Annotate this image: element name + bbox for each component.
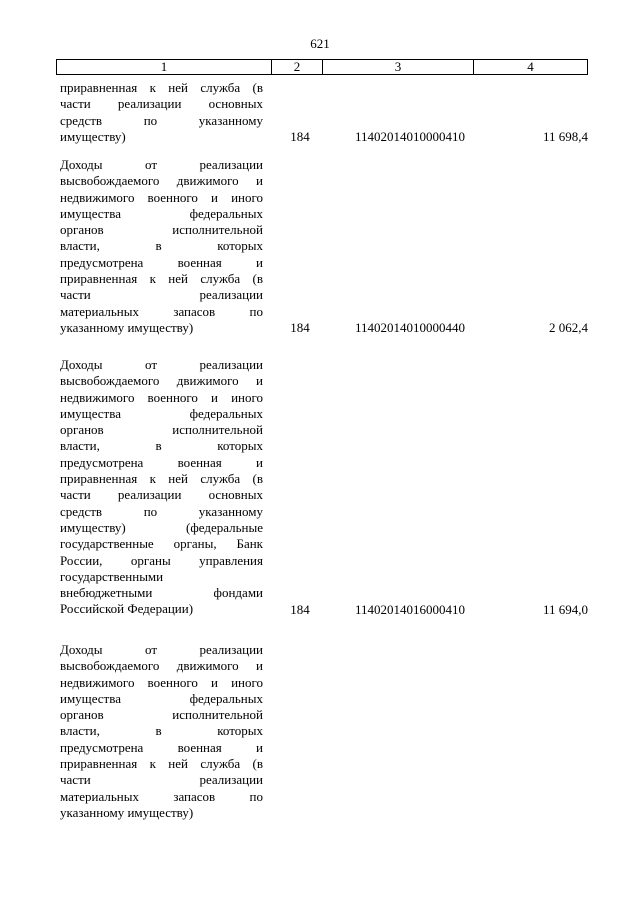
table-row (60, 642, 588, 821)
description-line: недвижимого военного и иного (60, 389, 263, 405)
description-line: государственными (60, 568, 164, 584)
row-description (60, 642, 263, 821)
row-budget-code: 11402014010000440 (354, 320, 466, 335)
description-line: Доходы от реализации (60, 157, 263, 172)
description-line: имущества федеральных (60, 205, 263, 221)
description-line: высвобождаемого движимого и (60, 173, 263, 189)
row-description (60, 357, 263, 618)
description-line: власти, в которых (60, 723, 263, 739)
description-line: приравненная к ней служба (в (60, 756, 263, 772)
description-line: приравненная к ней служба (в (60, 271, 263, 287)
description-line: предусмотрена военная и (60, 739, 263, 755)
description-line: материальных запасов по (60, 788, 263, 804)
description-line: имуществу) (федеральные (60, 519, 263, 535)
header-col-1: 1 (57, 60, 272, 74)
table-header (56, 59, 588, 75)
description-line: органов исполнительной (60, 222, 263, 238)
description-line: приравненная к ней служба (в (60, 80, 263, 95)
row-description (60, 80, 263, 145)
description-line: имущества федеральных (60, 690, 263, 706)
table-row (60, 80, 588, 145)
description-line: материальных запасов по (60, 303, 263, 319)
description-line: внебюджетными фондами (60, 585, 263, 601)
description-line: части реализации основных (60, 96, 263, 112)
row-budget-code: 11402014016000410 (354, 601, 466, 617)
header-col-4: 4 (527, 59, 534, 74)
page-number: 621 (310, 36, 330, 51)
description-line: части реализации (60, 287, 263, 303)
description-line: высвобождаемого движимого и (60, 658, 263, 674)
description-line: предусмотрена военная и (60, 254, 263, 270)
description-line: предусмотрена военная и (60, 454, 263, 470)
description-line: Российской Федерации) (60, 601, 194, 617)
description-line: Доходы от реализации (60, 642, 263, 657)
description-line: недвижимого военного и иного (60, 674, 263, 690)
description-line: органов исполнительной (60, 707, 263, 723)
header-col-2: 2 (272, 60, 323, 74)
description-line: Доходы от реализации (60, 357, 263, 372)
description-line: недвижимого военного и иного (60, 189, 263, 205)
row-admin-code: 184 (290, 128, 310, 144)
description-line: высвобождаемого движимого и (60, 373, 263, 389)
row-amount: 2 062,4 (549, 320, 588, 335)
row-admin-code: 184 (290, 601, 310, 617)
description-line: имуществу) (60, 128, 126, 144)
row-budget-code: 11402014010000410 (354, 128, 466, 144)
table-row (60, 357, 588, 618)
description-line: указанному имуществу) (60, 804, 194, 820)
header-col-3: 3 (323, 60, 474, 74)
description-line: части реализации (60, 772, 263, 788)
row-amount: 11 698,4 (542, 128, 588, 144)
description-line: власти, в которых (60, 238, 263, 254)
description-line: органов исполнительной (60, 422, 263, 438)
description-line: указанному имуществу) (60, 319, 194, 335)
description-line: средств по указанному (60, 503, 263, 519)
row-admin-code: 184 (290, 320, 310, 335)
row-amount: 11 694,0 (542, 601, 588, 617)
description-line: России, органы управления (60, 552, 263, 568)
description-line: государственные органы, Банк (60, 536, 263, 552)
table-row (60, 157, 588, 336)
row-description (60, 157, 263, 336)
description-line: приравненная к ней служба (в (60, 471, 263, 487)
description-line: имущества федеральных (60, 405, 263, 421)
description-line: части реализации основных (60, 487, 263, 503)
description-line: средств по указанному (60, 112, 263, 128)
description-line: власти, в которых (60, 438, 263, 454)
